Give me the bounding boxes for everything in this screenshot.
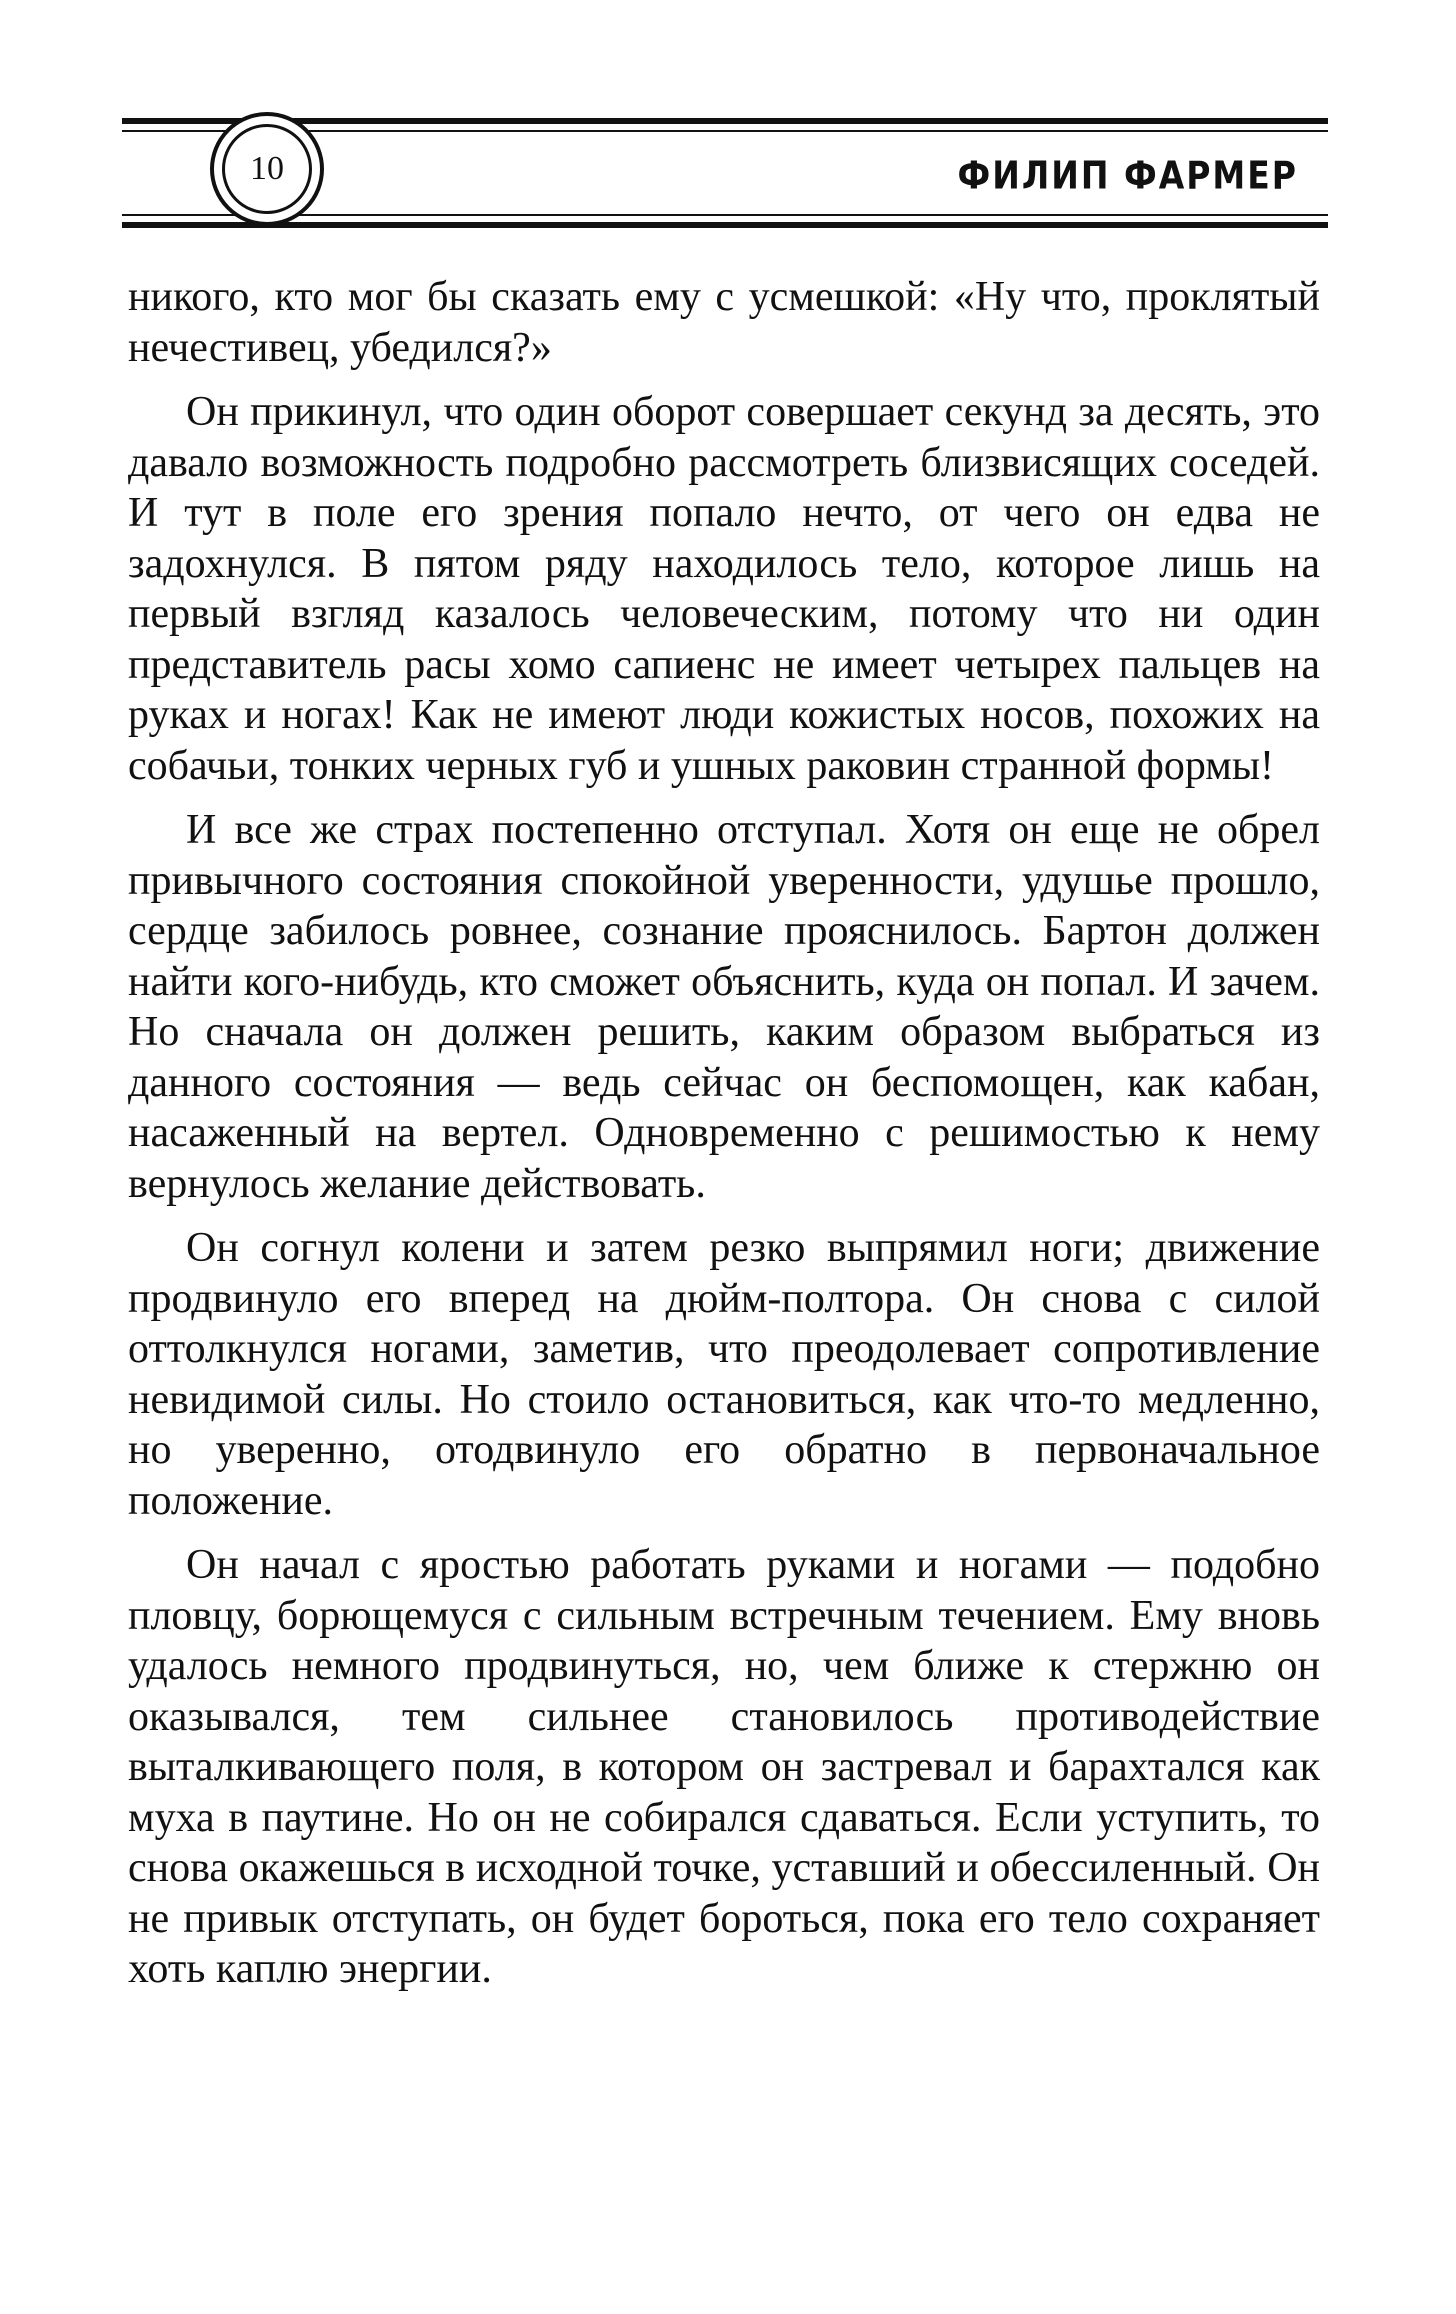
paragraph: Он согнул колени и затем резко выпрямил ноги; движение продвинуло его вперед на дюйм-полтора. Он снова с силой оттолкнулся ногами, заметив, что преодолевает сопротивление невидимой силы. Но стоило остановиться, как что-то медленно, но уверенно, отодвинуло его обратно в первоначальное положение. — [128, 1225, 1320, 1524]
paragraph: И все же страх постепенно отступал. Хотя он еще не обрел привычного состояния спокойной уверенности, удушье прошло, сердце забилось ровнее, сознание прояснилось. Бартон должен найти кого-нибудь, кто сможет объяснить, куда он попал. И зачем. Но сначала он должен решить, каким образом выбраться из данного состояния — ведь сейчас он беспомощен, как кабан, насаженный на вертел. Одновременно с решимостью к нему вернулось желание действовать. — [128, 807, 1320, 1207]
paragraph: Он прикинул, что один оборот совершает секунд за десять, это давало возможность подробно рассмотреть близвисящих соседей. И тут в поле его зрения попало нечто, от чего он едва не задохнулся. В пятом ряду находилось тело, которое лишь на первый взгляд казалось человеческим, потому что ни один представитель расы хомо сапиенс не имеет четырех пальцев на руках и ногах! Как не имеют люди кожистых носов, похожих на собачьи, тонких черных губ и ушных раковин странной формы! — [128, 389, 1320, 789]
body-text — [128, 272, 1320, 2009]
page-number: 10 — [222, 124, 312, 214]
page-number-badge — [210, 112, 324, 226]
page-header — [122, 112, 1328, 234]
header-rule-top — [122, 118, 1328, 124]
header-rule-bottom — [122, 222, 1328, 228]
paragraph: Он начал с яростью работать руками и ногами — подобно пловцу, борющемуся с сильным встречным течением. Ему вновь удалось немного продвинуться, но, чем ближе к стержню он оказывался, тем сильнее становилось противодействие выталкивающего поля, в котором он застревал и барахтался как муха в паутине. Но он не собирался сдаваться. Если уступить, то снова окажешься в исходной точке, уставший и обессиленный. Он не привык отступать, он будет бороться, пока его тело сохраняет хоть каплю энергии. — [128, 1542, 1320, 1992]
header-rule-bottom-thin — [122, 214, 1328, 216]
paragraph: никого, кто мог бы сказать ему с усмешкой: «Ну что, проклятый нечестивец, убедился?» — [128, 274, 1320, 371]
running-head-author: ФИЛИП ФАРМЕР — [952, 148, 1305, 203]
